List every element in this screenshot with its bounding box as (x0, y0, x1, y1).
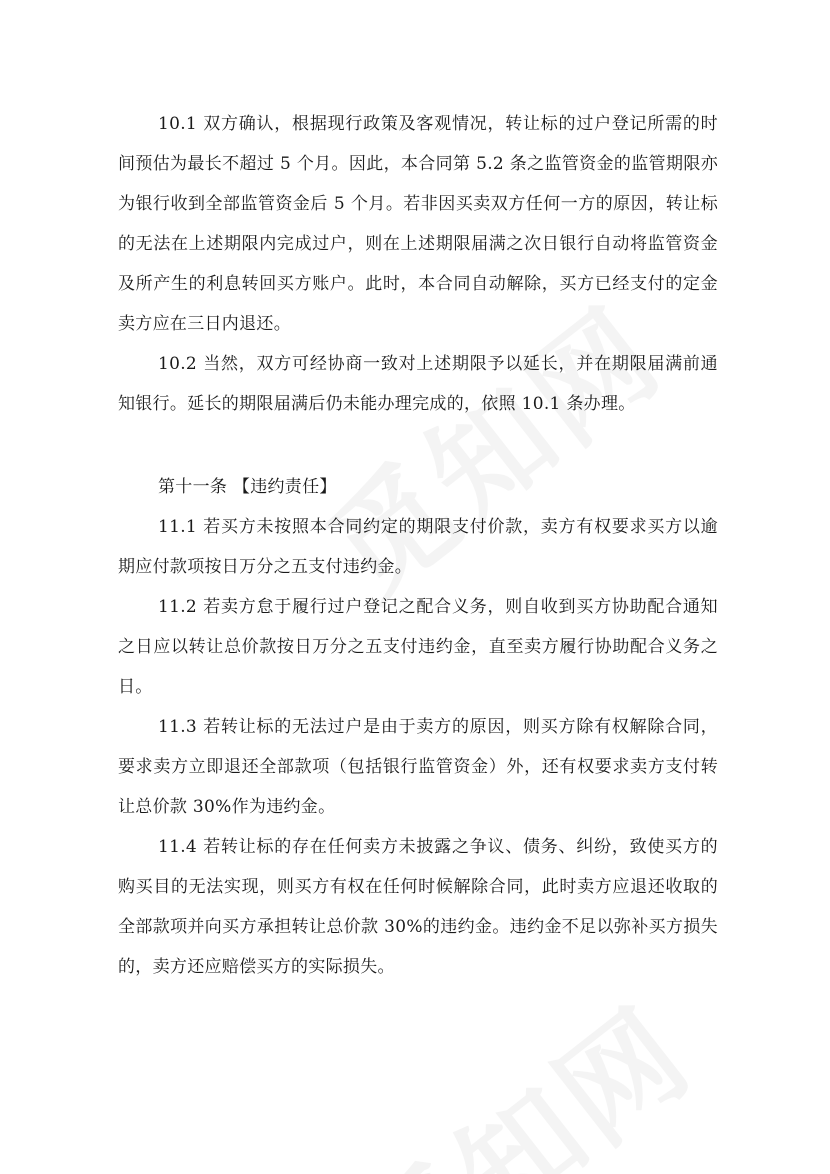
document-body (118, 104, 718, 987)
clause-11-4: 11.4 若转让标的存在任何卖方未披露之争议、债务、纠纷，致使买方的购买目的无法实现，则买方有权在任何时候解除合同，此时卖方应退还收取的全部款项并向买方承担转让总价款 30%的违约金。违约金不足以弥补买方损失的，卖方还应赔偿买方的实际损失。 (118, 837, 718, 977)
clause-11-1: 11.1 若买方未按照本合同约定的期限支付价款，卖方有权要求买方以逾期应付款项按日万分之五支付违约金。 (118, 517, 718, 577)
clause-10-1: 10.1 双方确认，根据现行政策及客观情况，转让标的过户登记所需的时间预估为最长不超过 5 个月。因此，本合同第 5.2 条之监管资金的监管期限亦为银行收到全部监管资金后 5 个月。若非因买卖双方任何一方的原因，转让标的无法在上述期限内完成过户，则在上述期限届满之次日银行自动将监管资金及所产生的利息转回买方账户。此时，本合同自动解除，买方已经支付的定金卖方应在三日内退还。 (118, 114, 718, 334)
watermark (317, 962, 721, 1174)
clause-11-2: 11.2 若卖方怠于履行过户登记之配合义务，则自收到买方协助配合通知之日应以转让总价款按日万分之五支付违约金，直至卖方履行协助配合义务之日。 (118, 597, 718, 697)
article-11-heading: 第十一条 【违约责任】 (158, 477, 337, 497)
clause-10-2: 10.2 当然，双方可经协商一致对上述期限予以延长，并在期限届满前通知银行。延长的期限届满后仍未能办理完成的，依照 10.1 条办理。 (118, 354, 718, 414)
clause-11-3: 11.3 若转让标的无法过户是由于卖方的原因，则买方除有权解除合同，要求卖方立即退还全部款项（包括银行监管资金）外，还有权要求卖方支付转让总价款 30%作为违约金。 (118, 717, 718, 817)
